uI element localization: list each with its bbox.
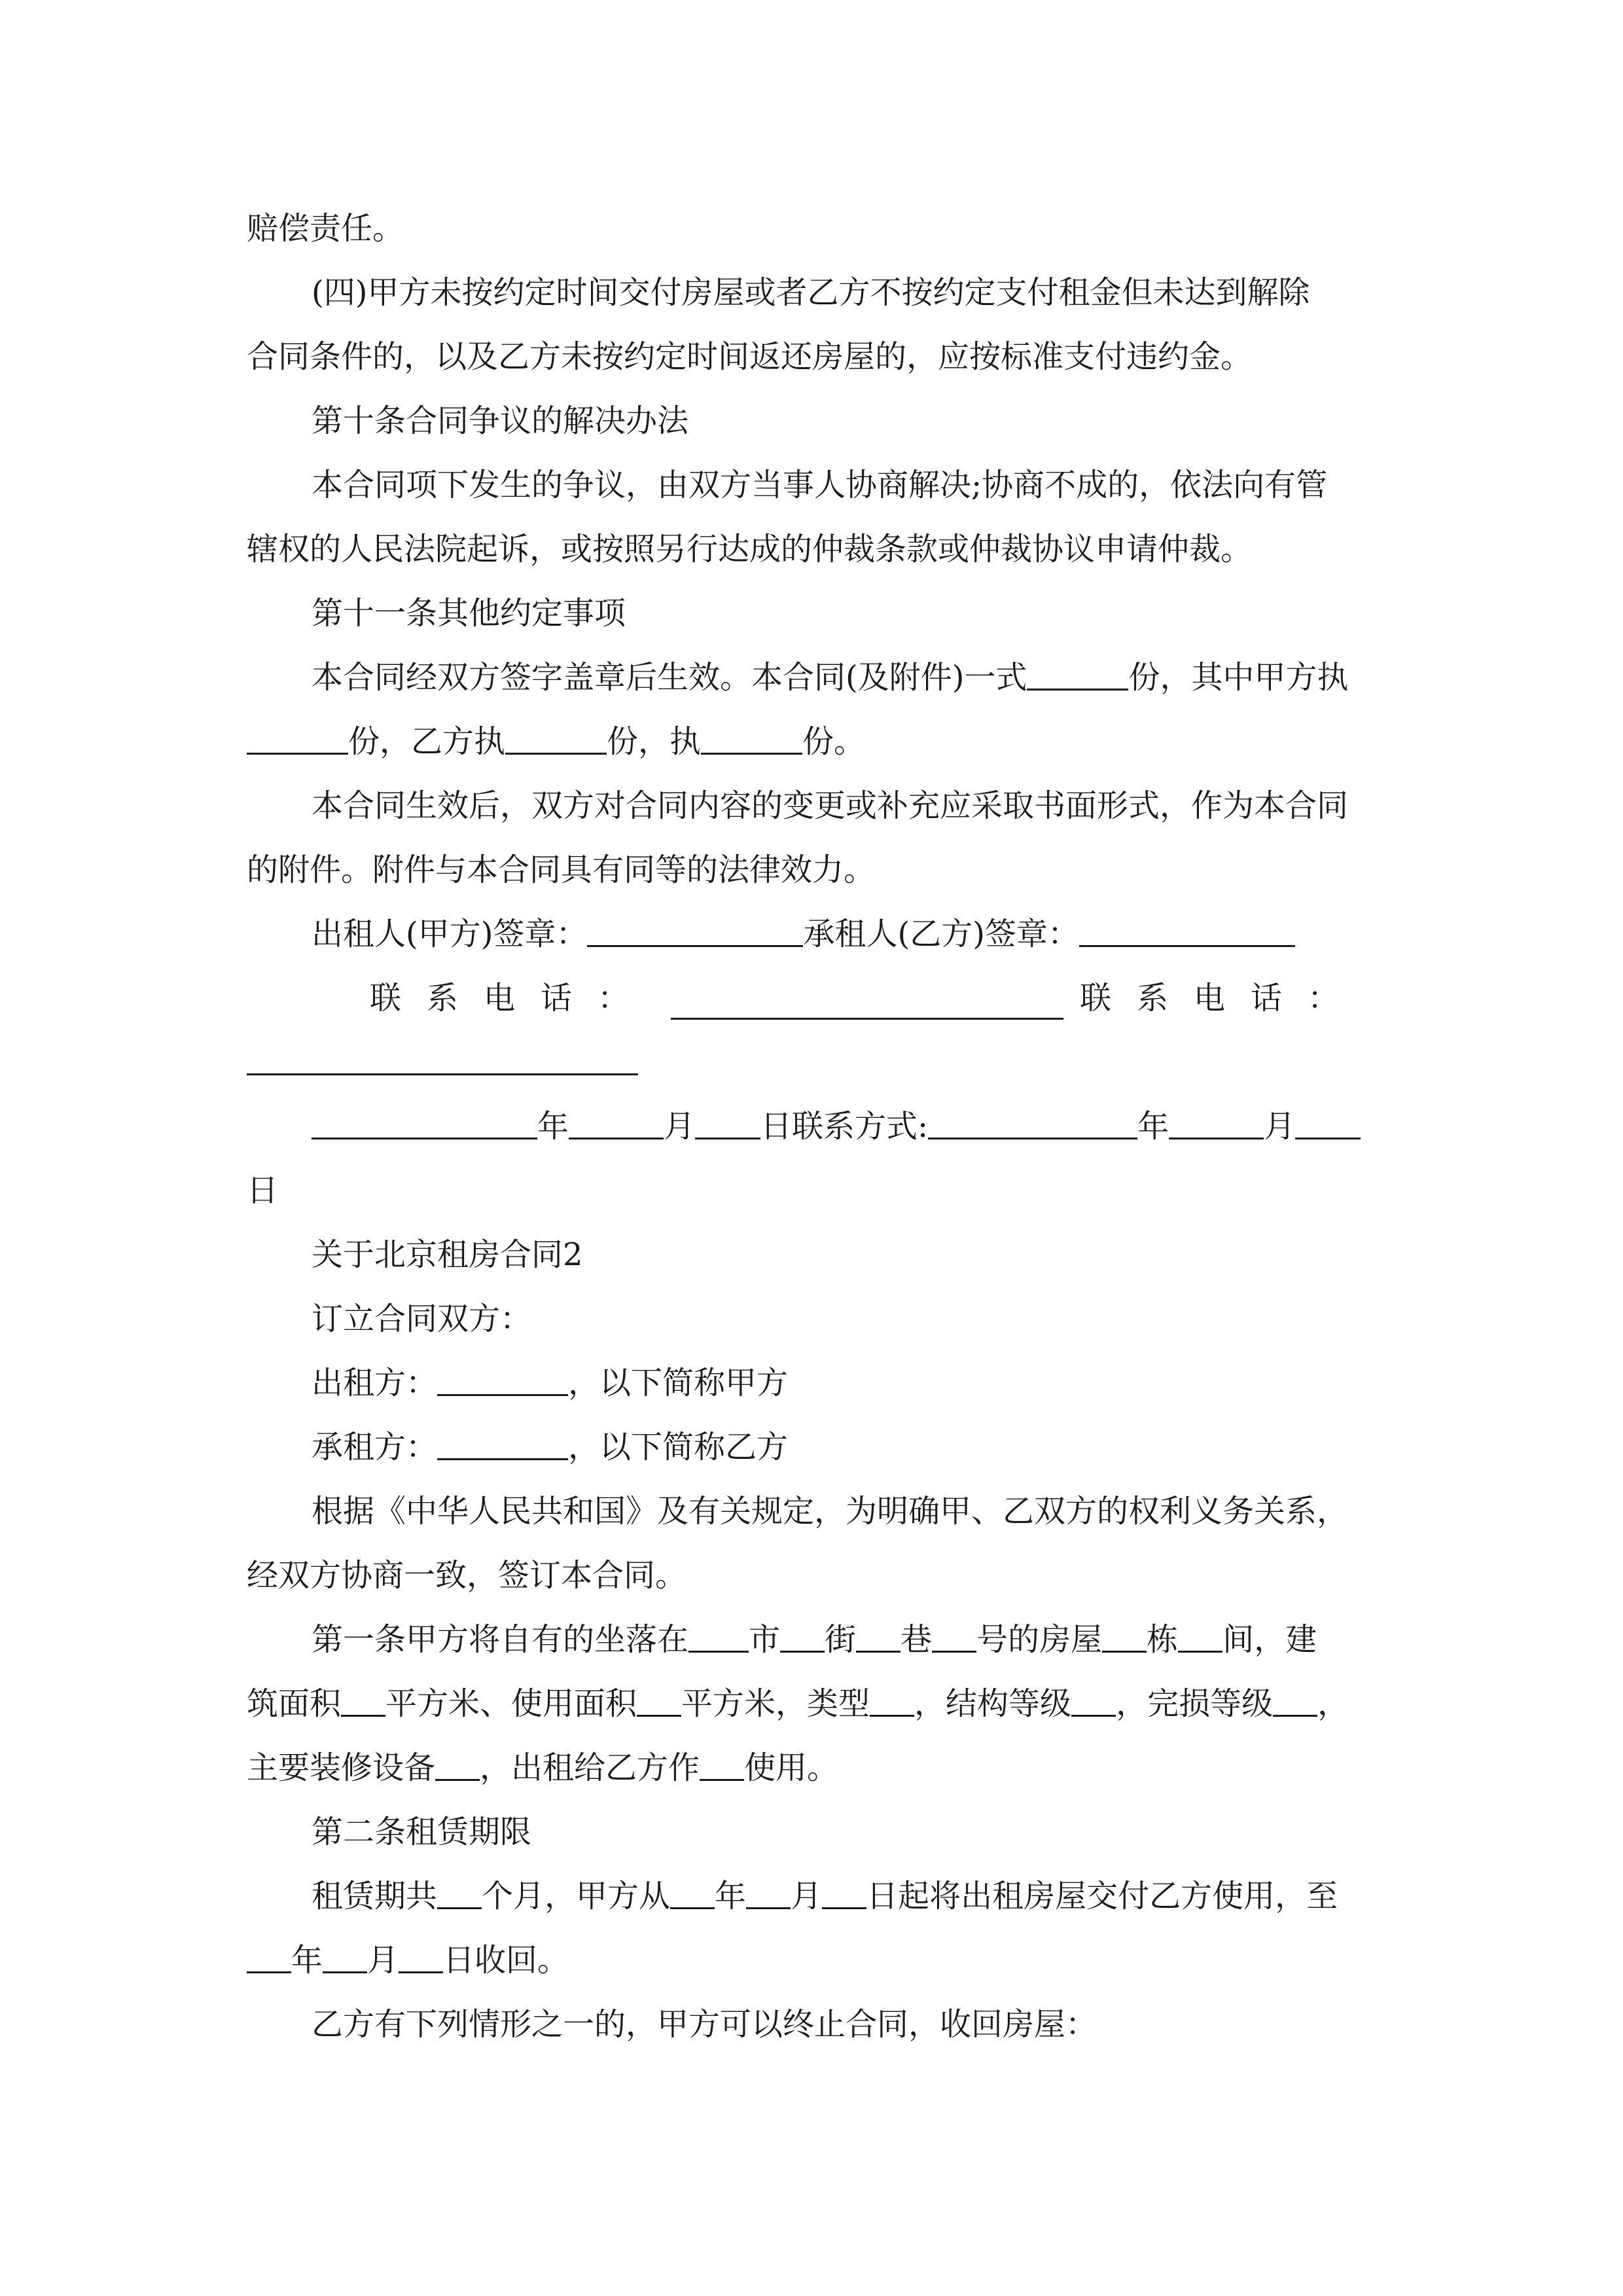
text-segment: 第一条甲方将自有的坐落在 <box>312 1621 689 1658</box>
blank-field <box>323 1931 367 1973</box>
blank-field <box>1273 1674 1317 1717</box>
text-segment: 日收回。 <box>443 1942 569 1979</box>
text-line <box>312 1479 1379 1543</box>
blank-field <box>399 1931 443 1973</box>
text-segment: (四)甲方未按约定时间交付房屋或者乙方不按约定支付租金但未达到解除 <box>312 274 1310 311</box>
blank-field <box>688 1610 749 1653</box>
blank-field <box>932 1610 976 1653</box>
blank-field <box>247 1033 638 1075</box>
blank-field <box>1079 905 1295 947</box>
text-line <box>247 1928 1379 1992</box>
text-segment: 本合同经双方签字盖章后生效。本合同(及附件)一式 <box>312 659 1027 696</box>
text-segment: 合同条件的，以及乙方未按约定时间返还房屋的，应按标准支付违约金。 <box>247 338 1253 375</box>
blank-field <box>1027 648 1128 691</box>
text-segment: 日联系方式: <box>760 1108 929 1145</box>
contract-title <box>312 1223 1379 1287</box>
text-segment: 的附件。附件与本合同具有同等的法律效力。 <box>247 852 876 888</box>
text-segment: 出租方： <box>312 1365 438 1401</box>
text-segment: 日 <box>247 1172 279 1209</box>
text-segment: 承租人(乙方)签章： <box>803 916 1079 952</box>
blank-field <box>670 1867 715 1909</box>
text-line <box>247 1158 1379 1223</box>
phone-line <box>370 966 1364 1030</box>
text-segment: 市 <box>749 1621 781 1658</box>
text-segment: 使用。 <box>744 1749 839 1786</box>
blank-field <box>312 1097 537 1139</box>
text-line <box>247 1030 1379 1094</box>
text-segment: 间，建 <box>1222 1621 1317 1658</box>
blank-field <box>822 1867 866 1909</box>
blank-field <box>780 1610 825 1653</box>
blank-field <box>700 1738 744 1781</box>
text-segment: 租赁期共 <box>312 1878 438 1914</box>
text-line <box>312 1287 1379 1351</box>
text-segment: 街 <box>825 1621 857 1658</box>
blank-field <box>701 712 802 755</box>
text-segment: 年 <box>291 1942 323 1979</box>
blank-field <box>1071 1674 1116 1717</box>
text-segment: 份，其中甲方执 <box>1128 659 1349 696</box>
blank-field <box>1178 1610 1222 1653</box>
text-segment: 份，执 <box>607 723 702 760</box>
text-segment: 本合同生效后，双方对合同内容的变更或补充应采取书面形式，作为本合同 <box>312 787 1349 824</box>
text-line <box>312 1607 1379 1672</box>
text-segment: ，结构等级 <box>914 1685 1072 1722</box>
blank-field <box>1102 1610 1147 1653</box>
text-segment: 乙方有下列情形之一的，甲方可以终止合同，收回房屋： <box>312 2006 1097 2043</box>
text-segment: 筑面积 <box>247 1685 342 1722</box>
blank-field <box>746 1867 791 1909</box>
text-segment: 关于北京租房合同2 <box>312 1236 583 1273</box>
text-line <box>247 325 1379 389</box>
blank-field <box>341 1674 385 1717</box>
text-segment: 年 <box>715 1878 747 1914</box>
text-segment: ，完损等级 <box>1116 1685 1274 1722</box>
blank-field <box>435 1738 480 1781</box>
text-segment: 号的房屋 <box>976 1621 1103 1658</box>
section-heading <box>312 389 1379 453</box>
blank-field <box>587 905 803 947</box>
blank-field <box>569 1097 664 1139</box>
text-line <box>247 196 1379 260</box>
blank-field <box>671 977 1063 1020</box>
text-segment: 订立合同双方： <box>312 1300 532 1337</box>
blank-field <box>870 1674 914 1717</box>
text-segment: 年 <box>537 1108 569 1145</box>
text-segment: 平方米，类型 <box>681 1685 870 1722</box>
blank-field <box>637 1674 681 1717</box>
blank-field <box>928 1097 1137 1139</box>
date-line <box>312 1094 1379 1158</box>
section-heading <box>312 581 1379 645</box>
text-segment: 辖权的人民法院起诉，或按照另行达成的仲裁条款或仲裁协议申请仲裁。 <box>247 531 1253 567</box>
text-segment: 月 <box>664 1108 696 1145</box>
blank-field <box>695 1097 760 1139</box>
blank-field <box>1169 1097 1264 1139</box>
text-line <box>247 1543 1379 1607</box>
text-segment: ，出租给乙方作 <box>480 1749 700 1786</box>
blank-field <box>1295 1097 1361 1139</box>
text-line <box>247 838 1379 902</box>
text-segment: 主要装修设备 <box>247 1749 436 1786</box>
text-segment: 出租人(甲方)签章： <box>312 916 588 952</box>
text-line <box>247 1672 1379 1736</box>
text-line <box>312 1992 1379 2056</box>
blank-field <box>856 1610 901 1653</box>
text-line <box>312 774 1379 838</box>
text-segment: 年 <box>1137 1108 1169 1145</box>
text-segment: 第十一条其他约定事项 <box>312 595 626 632</box>
blank-field <box>247 1931 291 1973</box>
text-line <box>312 1864 1379 1928</box>
text-segment: 栋 <box>1147 1621 1179 1658</box>
text-segment: 月 <box>1264 1108 1296 1145</box>
text-segment: ，以下简称乙方 <box>568 1429 789 1465</box>
text-segment: 赔偿责任。 <box>247 210 404 247</box>
signature-line <box>312 902 1379 966</box>
text-segment: ，以下简称甲方 <box>568 1365 789 1401</box>
text-segment: 承租方： <box>312 1429 438 1465</box>
text-segment: 份，乙方执 <box>348 723 506 760</box>
text-segment: 个月，甲方从 <box>482 1878 671 1914</box>
text-segment: 巷 <box>901 1621 933 1658</box>
text-segment: 第二条租赁期限 <box>312 1814 532 1850</box>
text-segment: 根据《中华人民共和国》及有关规定，为明确甲、乙双方的权利义务关系， <box>312 1493 1349 1530</box>
text-line <box>247 709 1379 774</box>
text-line <box>247 1736 1379 1800</box>
text-segment: 日起将出租房屋交付乙方使用，至 <box>866 1878 1338 1914</box>
text-segment: 本合同项下发生的争议，由双方当事人协商解决;协商不成的，依法向有管 <box>312 467 1328 503</box>
text-segment: 份。 <box>802 723 866 760</box>
text-line <box>312 260 1379 325</box>
text-segment: 月 <box>367 1942 399 1979</box>
party-line <box>312 1351 1379 1415</box>
text-segment: ， <box>1317 1685 1349 1722</box>
text-segment: 月 <box>791 1878 823 1914</box>
text-segment: 联系电话： <box>370 980 655 1016</box>
section-heading <box>312 1800 1379 1864</box>
text-segment: 第十条合同争议的解决办法 <box>312 403 689 439</box>
blank-field <box>505 712 607 755</box>
blank-field <box>437 1354 568 1396</box>
blank-field <box>437 1867 482 1909</box>
party-line <box>312 1415 1379 1479</box>
text-segment: 联系电话： <box>1079 980 1364 1016</box>
text-line <box>312 453 1379 517</box>
text-segment: 经双方协商一致，签订本合同。 <box>247 1557 687 1594</box>
text-line <box>247 517 1379 581</box>
text-segment: 平方米、使用面积 <box>385 1685 637 1722</box>
blank-field <box>247 712 348 755</box>
blank-field <box>437 1418 568 1460</box>
text-line <box>312 645 1379 709</box>
